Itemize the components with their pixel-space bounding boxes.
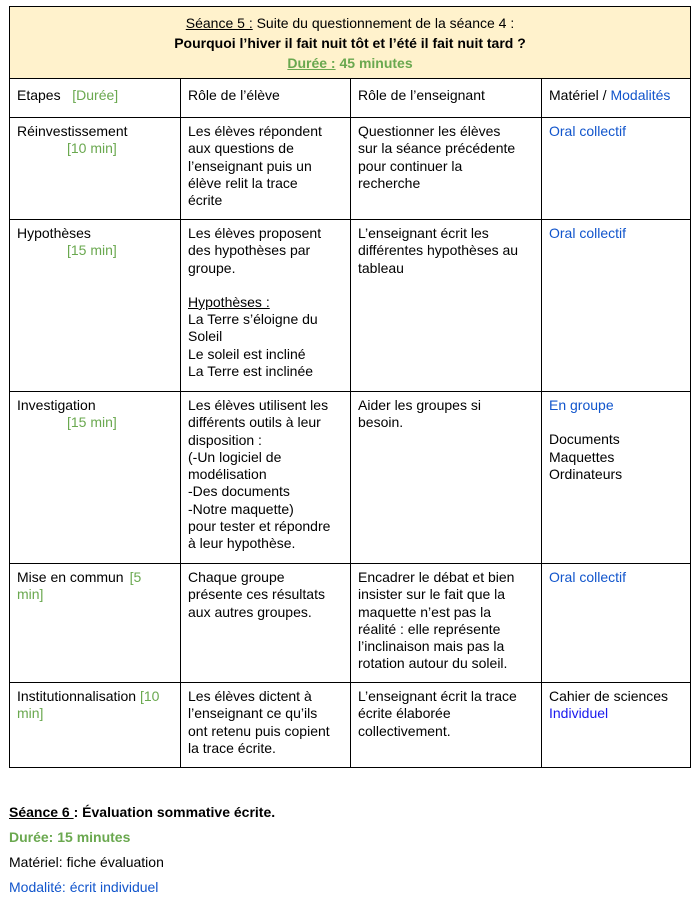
col-materiel-label: Matériel / [549,87,607,103]
seance6-duration: Durée: 15 minutes [9,829,131,845]
enseignant-cell [351,564,542,683]
seance6-title-rest: : Évaluation sommative écrite. [73,804,276,820]
materiel-line: Documents [549,431,620,448]
enseignant-line: Encadrer le débat et bien [358,569,515,585]
enseignant-cell [351,683,542,768]
enseignant-cell [351,118,542,220]
eleve-line: pour tester et répondre [188,518,331,535]
seance5-duration-label: Durée : [287,55,336,71]
eleve-line: groupe. [188,259,236,276]
table-header-row [10,7,691,79]
enseignant-line: maquette n’est pas la [358,603,492,620]
eleve-line: à leur hypothèse. [188,535,296,552]
eleve-line: disposition : [188,431,262,448]
eleve-line: (-Un logiciel de [188,448,282,465]
modalite-label: Oral collectif [549,123,627,139]
materiel-cell [542,118,691,220]
enseignant-line: besoin. [358,414,404,431]
etape-label: Mise en commun [17,569,124,585]
etape-cell [10,392,181,564]
materiel-cell [542,683,691,768]
eleve-line: élève relit la trace [188,174,298,191]
etape-label: Réinvestissement [17,123,128,139]
seance5-title-rest: Suite du questionnement de la séance 4 : [252,15,515,31]
col-duree-label: [Durée] [72,87,119,103]
table-row [10,118,691,220]
eleve-line: Les élèves utilisent les [188,397,329,413]
table-row [10,220,691,392]
eleve-line: la trace écrite. [188,739,276,756]
eleve-line: Les élèves proposent [188,225,322,241]
seance6-title [9,800,275,825]
enseignant-line: tableau [358,259,404,276]
eleve-cell [181,564,351,683]
col-modalites-label: Modalités [610,87,671,103]
etape-label: Hypothèses [17,225,91,241]
etape-cell [10,220,181,392]
seance6-modalite: Modalité: écrit individuel [9,879,159,895]
col-etapes-label: Etapes [17,87,61,103]
seance5-question: Pourquoi l’hiver il fait nuit tôt et l’été il fait nuit tard ? [174,35,526,51]
enseignant-cell [351,392,542,564]
seance6-materiel: Matériel: fiche évaluation [9,854,164,870]
modalite-label: Oral collectif [549,569,627,585]
etape-cell [10,564,181,683]
materiel-cell [542,392,691,564]
etape-cell [10,683,181,768]
eleve-line: modélisation [188,466,267,483]
enseignant-line: rotation autour du soleil. [358,655,508,672]
enseignant-line: L’enseignant écrit la trace [358,688,517,704]
enseignant-line: recherche [358,174,421,191]
materiel-cell [542,220,691,392]
materiel-line: Maquettes [549,448,615,465]
modalite-label: Oral collectif [549,225,627,241]
enseignant-line: l’inclinaison mais pas la [358,638,505,655]
col-etapes [10,79,181,118]
seance5-duration-value: 45 minutes [335,55,413,71]
eleve-line: -Notre maquette) [188,500,294,517]
etape-duree: [15 min] [67,242,117,259]
table-row [10,392,691,564]
eleve-cell [181,683,351,768]
enseignant-line: L’enseignant écrit les [358,225,489,241]
column-header-row [10,79,691,118]
etape-duree: [10 min] [67,140,117,157]
etape-duree: [15 min] [67,414,117,431]
eleve-line: aux questions de [188,140,294,157]
etape-duree: [10 [139,688,160,704]
enseignant-line: pour continuer la [358,157,463,174]
etape-duree-cont: min] [17,586,44,603]
lesson-table [9,6,691,768]
enseignant-cell [351,220,542,392]
enseignant-line: écrite élaborée [358,705,451,722]
enseignant-line: collectivement. [358,722,451,739]
etape-duree: [5 [129,569,142,585]
enseignant-line: sur la séance précédente [358,140,516,157]
eleve-line: écrite [188,192,223,209]
eleve-line: des hypothèses par [188,242,311,259]
seance5-title-label: Séance 5 : [185,15,253,31]
etape-label: Institutionnalisation [17,688,137,704]
eleve-line: l’enseignant ce qu’ils [188,705,318,722]
materiel-cell [542,564,691,683]
materiel-line: Ordinateurs [549,465,623,482]
eleve-line: l’enseignant puis un [188,157,312,174]
eleve-line: -Des documents [188,483,290,500]
eleve-cell [181,392,351,564]
col-role-enseignant: Rôle de l’enseignant [351,79,542,118]
modalite-label: Individuel [549,705,609,722]
seance5-header [10,7,691,79]
enseignant-line: Aider les groupes si [358,397,481,413]
table-row [10,683,691,768]
eleve-line: différents outils à leur [188,414,321,431]
enseignant-line: réalité : elle représente [358,620,501,637]
enseignant-line: insister sur le fait que la [358,586,506,603]
eleve-line: ont retenu puis copient [188,722,330,739]
etape-label: Investigation [17,397,96,413]
materiel-line: Cahier de sciences [549,688,669,704]
table-row [10,564,691,683]
col-materiel [542,79,691,118]
eleve-line: Les élèves répondent [188,123,322,139]
eleve-cell [181,220,351,392]
eleve-line: présente ces résultats [188,586,325,603]
etape-duree-cont: min] [17,705,44,722]
enseignant-line: différentes hypothèses au [358,242,519,259]
hypothese-line: Le soleil est incliné [188,345,306,362]
eleve-line: Chaque groupe [188,569,285,585]
eleve-line: aux autres groupes. [188,603,312,620]
seance6-block [9,800,275,900]
seance6-title-label: Séance 6 [9,804,74,820]
enseignant-line: Questionner les élèves [358,123,501,139]
eleve-cell [181,118,351,220]
col-role-eleve: Rôle de l’élève [181,79,351,118]
eleve-line: Les élèves dictent à [188,688,312,704]
hypothese-line: La Terre est inclinée [188,363,314,380]
hypothese-line: Soleil [188,328,223,345]
hypothese-line: La Terre s’éloigne du [188,311,318,328]
modalite-label: En groupe [549,397,614,413]
etape-cell [10,118,181,220]
hypotheses-subtitle: Hypothèses : [188,293,270,310]
